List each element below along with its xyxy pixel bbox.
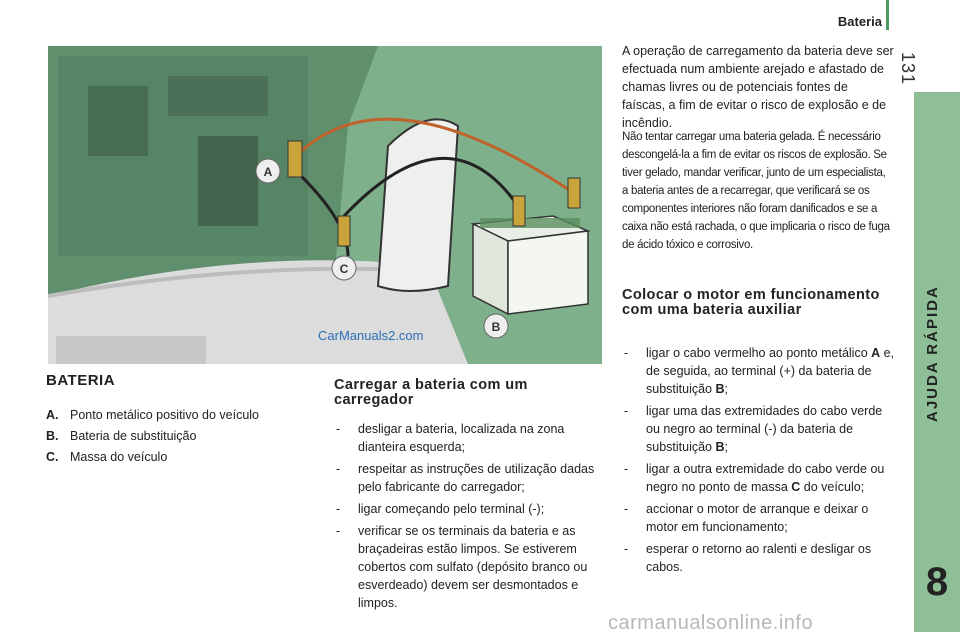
page-number: 131 — [898, 52, 918, 86]
illustration-legend — [46, 408, 306, 471]
callout-b — [484, 314, 508, 338]
legend-text: Massa do veículo — [70, 450, 168, 464]
charger-steps — [334, 420, 606, 616]
legend-key: A. — [46, 408, 59, 422]
legend-key: B. — [46, 429, 59, 443]
section-heading-charger: Carregar a bateria com um carregador — [334, 377, 528, 408]
callout-a — [256, 159, 280, 183]
svg-text:A: A — [263, 165, 273, 179]
legend-text: Bateria de substituição — [70, 429, 197, 443]
legend-text: Ponto metálico positivo do veículo — [70, 408, 259, 422]
illustration-watermark: CarManuals2.com — [318, 328, 424, 343]
list-item: - respeitar as instruções de utilização dadas pelo fabricante do carregador; — [334, 460, 606, 496]
charging-safety-paragraph: A operação de carregamento da bateria deve ser efectuada num ambiente arejado e afastado de chamas livres ou de potenciais fontes de faíscas, a fim de evitar o risco de explosão e de incêndio. — [622, 44, 894, 130]
section-heading-auxiliary: Colocar o motor em funcionamento com uma bateria auxiliar — [622, 287, 880, 318]
list-item: - desligar a bateria, localizada na zona dianteira esquerda; — [334, 420, 606, 456]
header-divider — [886, 0, 889, 30]
chapter-number: 8 — [925, 560, 949, 604]
list-item: - ligar o cabo vermelho ao ponto metálico A e, de seguida, ao terminal (+) da bateria de substituição B; — [622, 344, 898, 398]
page-header-title: Bateria — [837, 14, 882, 29]
legend-key: C. — [46, 450, 59, 464]
site-watermark: carmanualsonline.info — [608, 612, 814, 634]
list-item: - esperar o retorno ao ralenti e desligar os cabos. — [622, 540, 898, 576]
legend-item — [46, 429, 306, 450]
list-item: - ligar a outra extremidade do cabo verde ou negro no ponto de massa C do veículo; — [622, 460, 898, 496]
auxiliary-battery-steps — [622, 344, 898, 580]
list-item: - verificar se os terminais da bateria e as braçadeiras estão limpos. Se estiverem cobertos com sulfato (depósito branco ou esverdeado) devem ser desmontados e limpos. — [334, 522, 606, 612]
list-item: - ligar uma das extremidades do cabo verde ou negro ao terminal (-) da bateria de substituição B; — [622, 402, 898, 456]
callout-c — [332, 256, 356, 280]
legend-item — [46, 408, 306, 429]
chapter-title: AJUDA RÁPIDA — [924, 285, 941, 422]
svg-text:C: C — [339, 262, 349, 276]
list-item: - ligar começando pelo terminal (-); — [334, 500, 606, 518]
section-heading-bateria: BATERIA — [46, 372, 116, 389]
frozen-battery-warning: Não tentar carregar uma bateria gelada. É necessário descongelá-la a fim de evitar os riscos de explosão. Se tiver gelado, mandar verificar, junto de um especialista, a bateria antes de a recarregar, que verificará se os componentes interiores não foram danificados e se a caixa não está rachada, o que implicaria o risco de fuga de ácido tóxico e corrosivo. — [622, 131, 890, 251]
list-item: - accionar o motor de arranque e deixar o motor em funcionamento; — [622, 500, 898, 536]
engine-bay-illustration — [48, 46, 602, 364]
svg-text:B: B — [491, 320, 501, 334]
legend-item — [46, 450, 306, 471]
